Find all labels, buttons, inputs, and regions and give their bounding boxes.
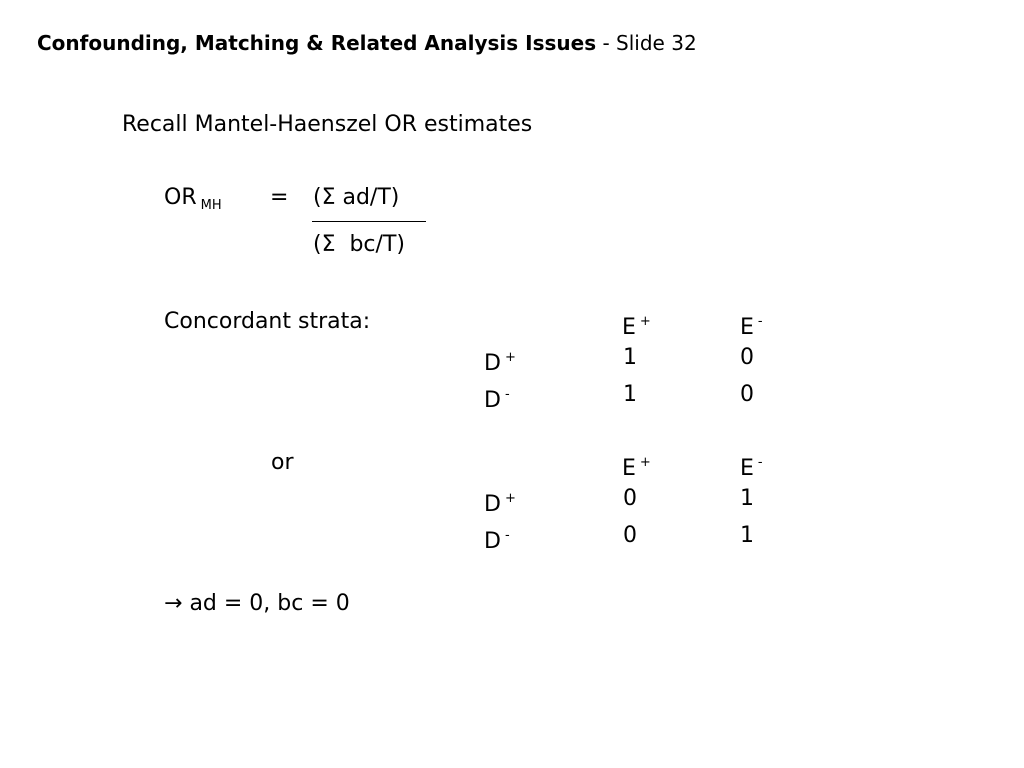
fraction-bar	[312, 221, 426, 222]
table2-header-e-minus-sign: -	[757, 455, 763, 470]
table2-cell: 0	[623, 523, 637, 548]
table2-cell: 1	[740, 486, 754, 511]
or-label: or	[271, 450, 294, 475]
table2-row-d-plus-letter: D	[484, 492, 501, 517]
table1-row-d-plus-letter: D	[484, 351, 501, 376]
table1-header-e-minus-sign: -	[757, 314, 763, 329]
table1-header-e-minus	[740, 309, 763, 341]
table2-header-e-minus-label: E	[740, 456, 754, 481]
table2-row-d-plus-sign: +	[504, 491, 516, 506]
formula-lhs	[164, 185, 222, 219]
slide-title-main: Confounding, Matching & Related Analysis Issues	[37, 31, 597, 55]
table1-row-d-minus-sign: -	[504, 387, 510, 402]
table1-row-d-plus-sign: +	[504, 350, 516, 365]
slide-number-label: Slide 32	[616, 31, 697, 55]
conclusion-text: ad = 0, bc = 0	[189, 591, 350, 616]
table1-header-e-minus-label: E	[740, 315, 754, 340]
formula-equals: =	[270, 185, 289, 210]
table1-row-d-minus-letter: D	[484, 388, 501, 413]
table1-cell: 0	[740, 382, 754, 407]
table2-row-d-minus-label	[484, 523, 510, 555]
formula-denominator: (Σ bc/T)	[313, 232, 405, 257]
intro-text: Recall Mantel-Haenszel OR estimates	[122, 112, 533, 137]
formula-lhs-subscript: MH	[200, 198, 222, 213]
concordant-strata-label: Concordant strata:	[164, 309, 371, 334]
formula-lhs-or: OR	[164, 185, 197, 210]
arrow-right-icon: →	[164, 591, 183, 616]
table2-cell: 1	[740, 523, 754, 548]
table1-header-e-plus-sign: +	[639, 314, 651, 329]
table2-header-e-plus-sign: +	[639, 455, 651, 470]
table2-header-e-minus	[740, 450, 763, 482]
table2-cell: 0	[623, 486, 637, 511]
table2-row-d-minus-letter: D	[484, 529, 501, 554]
table2-row-d-minus-sign: -	[504, 528, 510, 543]
table2-header-e-plus	[622, 450, 651, 482]
table1-cell: 1	[623, 345, 637, 370]
table1-cell: 1	[623, 382, 637, 407]
table1-row-d-plus-label	[484, 345, 516, 377]
table1-header-e-plus-label: E	[622, 315, 636, 340]
table2-row-d-plus-label	[484, 486, 516, 518]
slide-title	[37, 31, 697, 55]
table1-row-d-minus-label	[484, 382, 510, 414]
conclusion-line	[164, 591, 350, 617]
table2-header-e-plus-label: E	[622, 456, 636, 481]
table1-header-e-plus	[622, 309, 651, 341]
table1-cell: 0	[740, 345, 754, 370]
slide-title-separator: -	[596, 31, 617, 55]
formula-numerator: (Σ ad/T)	[313, 185, 400, 210]
